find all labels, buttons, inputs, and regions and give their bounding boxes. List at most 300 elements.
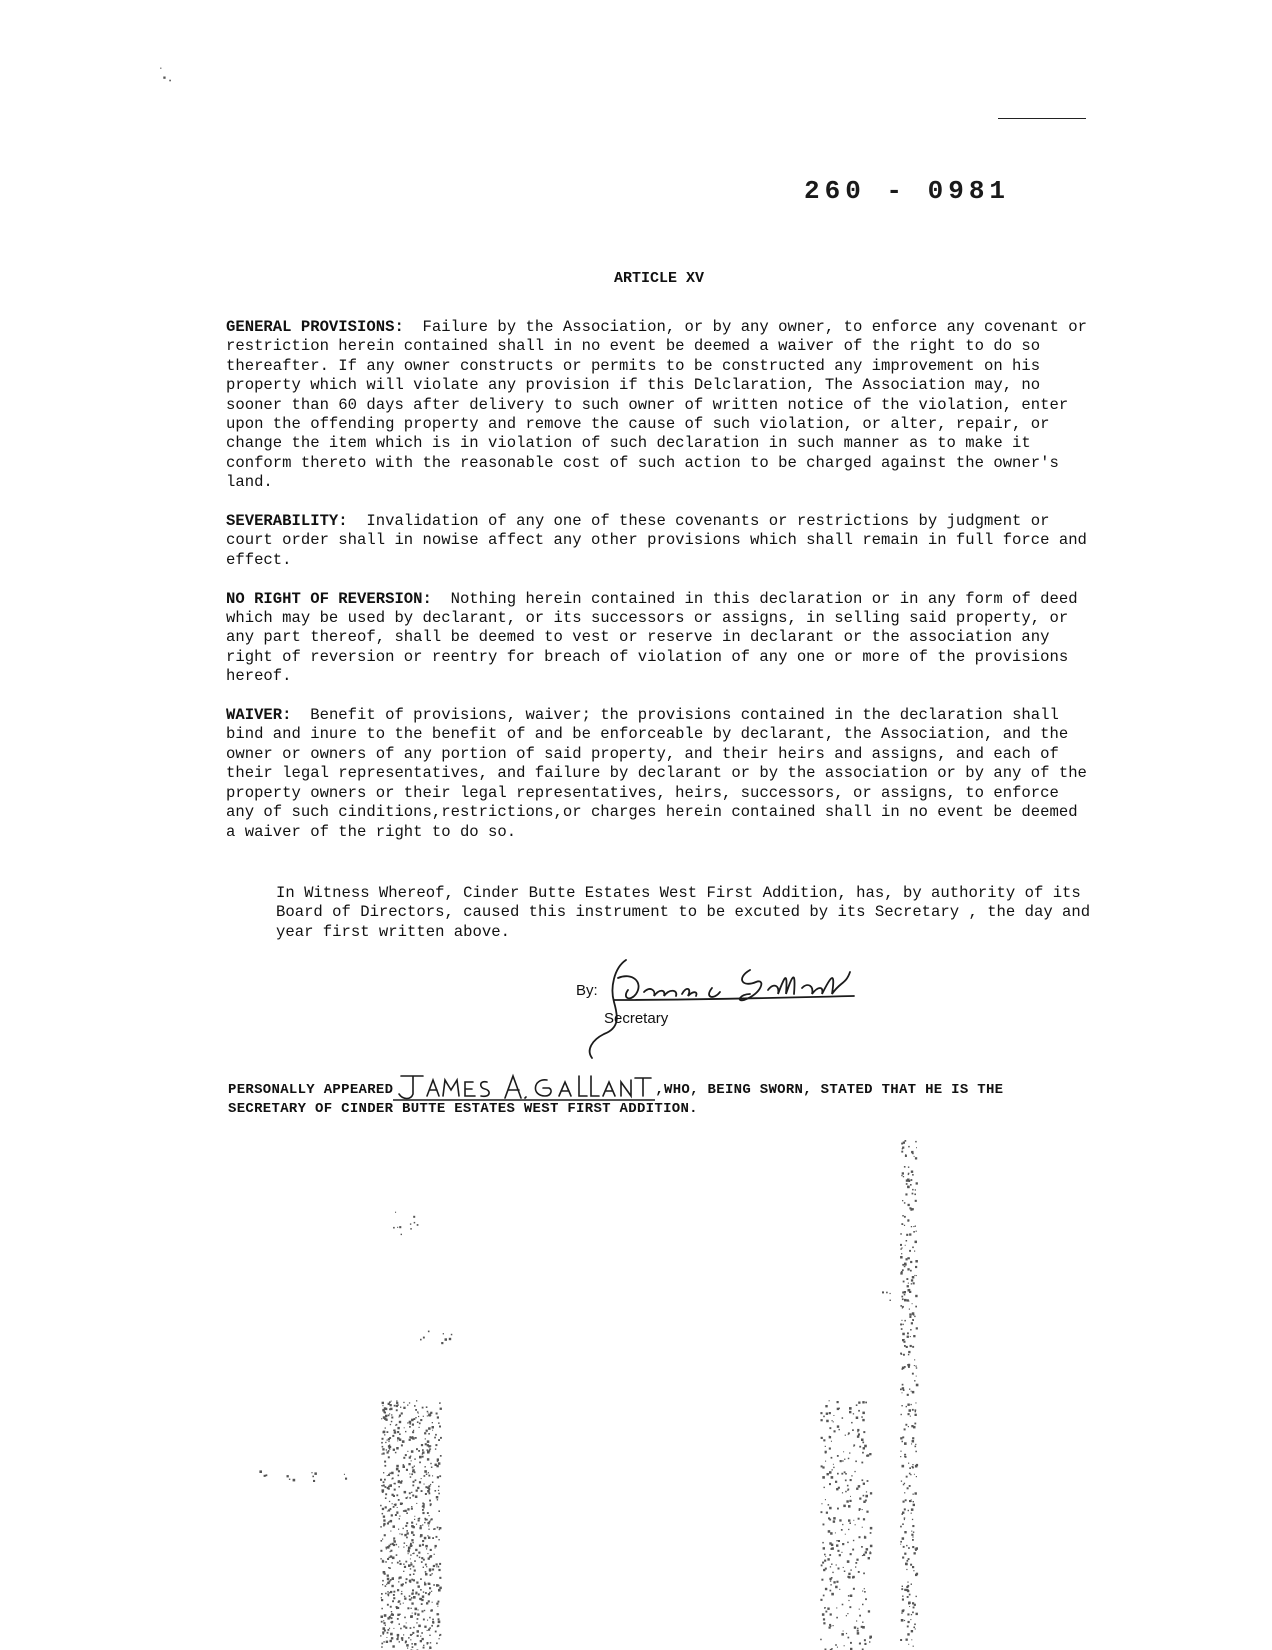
speckle xyxy=(385,1561,387,1563)
speckle xyxy=(906,1278,908,1280)
speckle xyxy=(381,1643,383,1645)
speckle xyxy=(388,1474,390,1476)
speckle xyxy=(393,1449,395,1451)
speckle xyxy=(381,1453,382,1454)
speckle xyxy=(423,1416,424,1417)
speckle xyxy=(384,1534,386,1536)
speckle xyxy=(398,1486,400,1488)
speckle xyxy=(906,1639,908,1641)
speckle xyxy=(412,1469,414,1471)
speckle xyxy=(848,1458,850,1460)
speckle xyxy=(915,1306,917,1308)
speckle xyxy=(832,1420,833,1421)
speckle xyxy=(829,1578,831,1580)
speckle xyxy=(866,1548,869,1551)
speckle xyxy=(414,1222,416,1224)
speckle xyxy=(389,1413,390,1414)
speckle xyxy=(385,1506,387,1508)
speckle xyxy=(432,1475,433,1476)
speckle xyxy=(396,1400,397,1401)
speckle xyxy=(914,1552,916,1554)
speckle xyxy=(833,1625,834,1626)
speckle xyxy=(424,1582,425,1583)
speckle xyxy=(410,1634,412,1636)
speckle xyxy=(387,1511,388,1512)
speckle xyxy=(399,1226,401,1228)
speckle xyxy=(848,1595,850,1597)
speckle xyxy=(825,1405,827,1407)
speckle xyxy=(847,1485,849,1487)
speckle xyxy=(902,1200,903,1201)
speckle xyxy=(434,1554,435,1555)
speckle xyxy=(408,1463,410,1465)
speckle xyxy=(388,1629,390,1631)
speckle xyxy=(438,1486,440,1488)
speckle xyxy=(390,1424,391,1425)
speckle xyxy=(901,1414,902,1415)
speckle xyxy=(906,1569,907,1570)
speckle xyxy=(848,1600,849,1601)
speckle xyxy=(439,1426,441,1428)
speckle xyxy=(414,1519,415,1520)
speckle xyxy=(427,1415,428,1416)
speckle xyxy=(388,1415,390,1417)
speckle xyxy=(902,1586,903,1587)
speckle xyxy=(420,1636,421,1637)
speckle xyxy=(848,1529,849,1530)
speckle xyxy=(430,1448,431,1449)
speckle xyxy=(869,1637,871,1639)
speckle xyxy=(912,1440,915,1443)
speckle xyxy=(858,1485,861,1488)
speckle xyxy=(402,1503,403,1504)
speckle xyxy=(422,1638,424,1640)
speckle xyxy=(411,1643,413,1645)
speckle xyxy=(424,1466,425,1467)
speckle xyxy=(415,1417,416,1418)
speckle xyxy=(396,1638,398,1640)
speckle xyxy=(396,1554,398,1556)
speckle xyxy=(419,1518,421,1520)
speckle xyxy=(403,1528,404,1529)
speckle xyxy=(903,1281,905,1283)
speckle xyxy=(911,1499,912,1500)
speckle xyxy=(449,1338,451,1340)
speckle xyxy=(856,1404,858,1406)
speckle xyxy=(825,1556,826,1557)
speckle xyxy=(907,1268,909,1270)
speckle xyxy=(382,1631,384,1633)
speckle xyxy=(430,1484,431,1485)
speckle xyxy=(821,1565,823,1567)
speckle xyxy=(912,1319,914,1321)
speckle xyxy=(844,1645,845,1646)
speckle xyxy=(906,1563,908,1565)
speckle xyxy=(429,1635,430,1636)
speckle xyxy=(389,1445,390,1446)
speckle xyxy=(407,1532,409,1534)
speckle xyxy=(414,1516,415,1517)
speckle xyxy=(424,1583,426,1585)
speckle xyxy=(911,1151,913,1153)
speckle xyxy=(434,1437,436,1439)
speckle xyxy=(430,1646,431,1647)
speckle xyxy=(916,1275,917,1276)
speckle xyxy=(864,1643,866,1645)
section-heading: SEVERABILITY: xyxy=(226,512,348,531)
speckle xyxy=(438,1539,439,1540)
speckle xyxy=(839,1519,841,1521)
speckle xyxy=(835,1532,836,1533)
speckle xyxy=(855,1461,857,1463)
speckle xyxy=(396,1424,398,1426)
speckle xyxy=(432,1482,434,1484)
speckle xyxy=(852,1429,854,1431)
speckle xyxy=(388,1488,390,1490)
speckle xyxy=(882,1291,884,1293)
speckle xyxy=(901,1328,903,1330)
speckle xyxy=(911,1208,913,1210)
speckle xyxy=(385,1497,387,1499)
speckle xyxy=(849,1411,851,1413)
speckle xyxy=(411,1539,413,1541)
speckle xyxy=(344,1474,345,1475)
speckle xyxy=(418,1585,420,1587)
speckle xyxy=(422,1512,424,1514)
speckle xyxy=(855,1524,856,1525)
speckle xyxy=(842,1492,843,1493)
speckle xyxy=(861,1462,863,1464)
speckle xyxy=(384,1479,386,1481)
speckle xyxy=(388,1509,390,1511)
speckle xyxy=(404,1427,405,1428)
speckle xyxy=(908,1167,909,1168)
speckle xyxy=(389,1437,391,1439)
speckle xyxy=(907,1394,909,1396)
speckle xyxy=(905,1193,907,1195)
speckle xyxy=(417,1411,418,1412)
speckle xyxy=(864,1536,865,1537)
speckle xyxy=(867,1454,869,1456)
speckle xyxy=(287,1475,289,1477)
speckle xyxy=(842,1417,844,1419)
speckle xyxy=(870,1545,873,1548)
speckle xyxy=(855,1566,856,1567)
speckle xyxy=(912,1566,914,1568)
speckle xyxy=(399,1421,401,1423)
speckle xyxy=(417,1635,419,1637)
speckle xyxy=(388,1456,390,1458)
speckle xyxy=(390,1404,392,1406)
speckle xyxy=(381,1616,384,1619)
speckle xyxy=(411,1602,413,1604)
speckle xyxy=(391,1401,392,1402)
speckle xyxy=(414,1643,416,1645)
speckle xyxy=(438,1422,440,1424)
speckle xyxy=(385,1593,387,1595)
speckle xyxy=(289,1479,290,1480)
signature-title-label: Secretary xyxy=(604,1010,669,1027)
speckle xyxy=(821,1437,823,1439)
speckle xyxy=(413,1596,416,1599)
speckle xyxy=(904,1620,905,1621)
speckle xyxy=(902,1172,904,1174)
speckle xyxy=(393,1628,394,1629)
speckle xyxy=(387,1558,389,1560)
speckle xyxy=(396,1465,399,1468)
speckle xyxy=(850,1479,852,1481)
speckle xyxy=(385,1415,387,1417)
speckle xyxy=(863,1573,865,1575)
speckle xyxy=(386,1584,387,1585)
speckle xyxy=(821,1465,823,1467)
speckle xyxy=(426,1602,428,1604)
speckle xyxy=(823,1547,825,1549)
speckle xyxy=(396,1544,398,1546)
speckle xyxy=(429,1570,431,1572)
speckle xyxy=(902,1264,904,1266)
speckle xyxy=(913,1226,914,1227)
speckle xyxy=(401,1444,403,1446)
speckle xyxy=(835,1644,837,1646)
speckle xyxy=(397,1404,399,1406)
speckle xyxy=(870,1532,872,1534)
speckle xyxy=(398,1546,399,1547)
speckle xyxy=(411,1473,413,1475)
speckle xyxy=(407,1607,409,1609)
speckle xyxy=(436,1563,438,1565)
speckle xyxy=(847,1560,850,1563)
speckle xyxy=(392,1645,394,1647)
speckle xyxy=(424,1475,426,1477)
speckle xyxy=(399,1533,400,1534)
speckle xyxy=(383,1481,385,1483)
speckle xyxy=(398,1600,400,1602)
speckle xyxy=(387,1578,390,1581)
speckle xyxy=(907,1633,909,1635)
section-text: Failure by the Association, or by any owner, to enforce any covenant or restriction herein contained shall in no event be deemed a waiver of the right to do so thereafter. If any owner constructs or permits to be constructed any improvement on his property which will violate any provision if this Delclaration, The Association may, no sooner than 60 days after delivery to such owner of written notice of the violation, enter upon the offending property and remove the cause of such violation, or alter, repair, or change the item which is in violation of such declaration in such manner as to make it conform thereto with the reasonable cost of such action to be charged against the owner's land. xyxy=(226,318,1087,492)
speckle xyxy=(380,1550,382,1552)
speckle xyxy=(423,1507,425,1509)
speckle xyxy=(435,1448,436,1449)
speckle xyxy=(912,1174,914,1176)
speckle xyxy=(439,1587,442,1590)
speckle xyxy=(900,1324,902,1326)
speckle xyxy=(412,1634,413,1635)
speckle xyxy=(396,1409,398,1411)
speckle xyxy=(913,1282,915,1284)
speckle xyxy=(902,1465,905,1468)
speckle xyxy=(830,1580,831,1581)
speckle xyxy=(428,1600,430,1602)
speckle xyxy=(886,1292,888,1294)
speckle xyxy=(837,1401,839,1403)
speckle xyxy=(823,1618,825,1620)
speckle xyxy=(424,1537,427,1540)
speckle xyxy=(902,1333,905,1336)
speckle xyxy=(402,1639,404,1641)
speckle xyxy=(388,1441,389,1442)
speckle xyxy=(415,1614,417,1616)
speckle xyxy=(417,1487,419,1489)
speckle xyxy=(900,1526,902,1528)
speckle xyxy=(906,1346,908,1348)
speckle xyxy=(415,1496,418,1499)
speckle xyxy=(389,1501,390,1502)
speckle xyxy=(864,1639,866,1641)
speckle xyxy=(393,1591,395,1593)
speckle xyxy=(382,1489,385,1492)
speckle xyxy=(421,1444,423,1446)
speckle xyxy=(863,1483,865,1485)
speckle xyxy=(411,1531,414,1534)
speckle xyxy=(435,1464,437,1466)
speckle xyxy=(427,1444,429,1446)
speckle xyxy=(820,1639,822,1641)
speckle xyxy=(912,1303,913,1304)
speckle xyxy=(415,1437,417,1439)
speckle xyxy=(907,1582,908,1583)
speckle xyxy=(414,1471,416,1473)
speckle xyxy=(383,1641,384,1642)
speckle xyxy=(838,1487,840,1489)
speckle xyxy=(912,1247,914,1249)
speckle xyxy=(414,1458,416,1460)
speckle xyxy=(843,1451,844,1452)
speckle xyxy=(915,1402,916,1403)
speckle xyxy=(862,1622,863,1623)
speckle xyxy=(437,1625,439,1627)
speckle xyxy=(859,1446,861,1448)
speckle xyxy=(432,1430,433,1431)
speckle xyxy=(821,1503,822,1504)
speckle xyxy=(390,1520,393,1523)
speckle xyxy=(386,1449,387,1450)
speckle xyxy=(908,1413,910,1415)
speckle xyxy=(394,1483,396,1485)
speckle xyxy=(412,1424,414,1426)
speckle xyxy=(440,1455,442,1457)
speckle xyxy=(390,1591,392,1593)
speckle xyxy=(829,1554,831,1556)
speckle xyxy=(423,1647,425,1649)
speckle xyxy=(900,1541,902,1543)
speckle xyxy=(830,1566,831,1567)
speckle xyxy=(433,1584,435,1586)
speckle xyxy=(419,1427,420,1428)
speckle xyxy=(413,1553,415,1555)
speckle xyxy=(411,1437,413,1439)
speckle xyxy=(428,1475,430,1477)
speckle xyxy=(856,1620,857,1621)
speckle xyxy=(911,1584,912,1585)
speckle xyxy=(862,1442,864,1444)
speckle xyxy=(428,1414,430,1416)
speckle xyxy=(870,1527,873,1530)
speckle xyxy=(850,1595,853,1598)
speckle xyxy=(902,1269,904,1271)
speckle xyxy=(905,1155,907,1157)
speckle xyxy=(867,1480,869,1482)
speckle xyxy=(398,1581,399,1582)
speckle xyxy=(412,1589,414,1591)
speckle xyxy=(828,1504,830,1506)
speckle xyxy=(389,1449,390,1450)
speckle xyxy=(419,1481,421,1483)
speckle xyxy=(844,1571,846,1573)
speckle xyxy=(914,1423,916,1425)
speckle xyxy=(422,1453,423,1454)
speckle xyxy=(417,1613,419,1615)
speckle xyxy=(823,1524,825,1526)
speckle xyxy=(823,1416,825,1418)
speckle xyxy=(901,1405,902,1406)
speckle xyxy=(435,1631,437,1633)
speckle xyxy=(912,1346,914,1348)
speckle xyxy=(400,1563,402,1565)
speckle xyxy=(389,1592,390,1593)
speckle xyxy=(422,1505,424,1507)
speckle xyxy=(907,1219,909,1221)
speckle xyxy=(438,1601,440,1603)
speckle xyxy=(438,1585,439,1586)
speckle xyxy=(865,1402,867,1404)
speckle xyxy=(825,1452,827,1454)
speckle xyxy=(916,1384,919,1387)
speckle xyxy=(418,1518,419,1519)
speckle xyxy=(380,1558,381,1559)
speckle xyxy=(398,1470,400,1472)
speckle xyxy=(912,1536,913,1537)
speckle xyxy=(421,1561,423,1563)
speckle xyxy=(839,1554,841,1556)
speckle xyxy=(910,1564,912,1566)
speckle xyxy=(902,1436,904,1438)
speckle xyxy=(841,1633,844,1636)
speckle xyxy=(900,1233,902,1235)
speckle xyxy=(908,1351,910,1353)
speckle xyxy=(420,1640,422,1642)
speckle xyxy=(419,1527,421,1529)
speckle xyxy=(848,1432,850,1434)
speckle xyxy=(437,1527,439,1529)
speckle xyxy=(398,1529,399,1530)
speckle xyxy=(915,1409,917,1411)
speckle xyxy=(423,1567,424,1568)
speckle xyxy=(430,1549,432,1551)
speckle xyxy=(389,1557,390,1558)
speckle xyxy=(386,1641,388,1643)
speckle xyxy=(825,1461,826,1462)
speckle xyxy=(436,1536,438,1538)
speckle xyxy=(902,1324,903,1325)
speckle xyxy=(395,1452,397,1454)
speckle xyxy=(902,1387,904,1389)
speckle xyxy=(436,1603,438,1605)
speckle xyxy=(404,1617,406,1619)
speckle xyxy=(913,1646,914,1647)
speckle xyxy=(394,1430,396,1432)
speckle xyxy=(435,1434,437,1436)
speckle xyxy=(422,1449,424,1451)
speckle xyxy=(397,1227,398,1228)
speckle xyxy=(384,1614,387,1617)
speckle xyxy=(410,1639,411,1640)
speckle xyxy=(391,1637,393,1639)
speckle xyxy=(437,1476,439,1478)
speckle xyxy=(902,1292,904,1294)
speckle xyxy=(826,1512,828,1514)
